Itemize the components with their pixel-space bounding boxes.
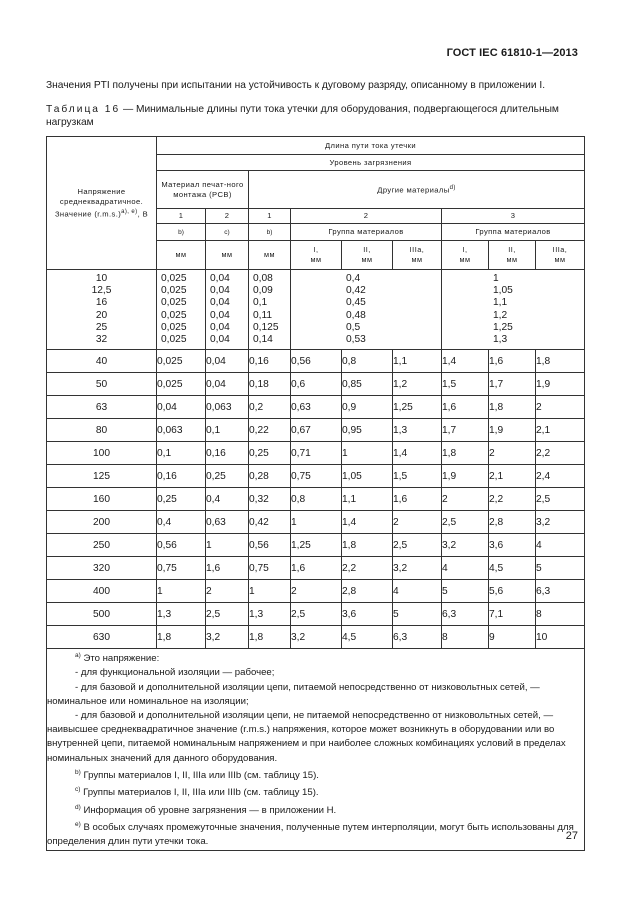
value-cell: 5 (442, 580, 489, 603)
value-cell: 0,18 (249, 373, 291, 396)
stack-value: 0,025 (161, 309, 187, 321)
voltage-cell: 400 (47, 580, 157, 603)
value-cell: 3,6 (489, 534, 536, 557)
value-cell: 1,9 (489, 419, 536, 442)
value-cell: 5 (393, 603, 442, 626)
value-cell: 2,8 (342, 580, 393, 603)
stack-value: 0,14 (253, 333, 273, 345)
value-cell: 4 (393, 580, 442, 603)
value-cell: 1,3 (249, 603, 291, 626)
stack-value: 0,09 (253, 285, 273, 297)
group-unit-cell: II, мм (342, 241, 393, 270)
value-cell: 1,6 (206, 557, 249, 580)
value-cell: 0,25 (157, 488, 206, 511)
table-caption (46, 103, 586, 129)
value-cell: 1 (157, 580, 206, 603)
value-cell: 1,6 (393, 488, 442, 511)
voltage-header-line3: Значение $(r.m.s.)^{a), e)}$, В (54, 208, 149, 219)
stack-value: 0,04 (210, 309, 230, 321)
stack-value: 0,42 (346, 285, 366, 297)
degree-cell: 2 (291, 209, 442, 224)
value-cell: 2 (442, 488, 489, 511)
creepage-table (46, 136, 585, 851)
value-cell: 0,4 (157, 511, 206, 534)
value-cell: 1,8 (489, 396, 536, 419)
stack-value: 0,125 (253, 321, 279, 333)
stack-value: 0,025 (161, 297, 187, 309)
value-cell: 1,25 (393, 396, 442, 419)
stack-value: 1,2 (493, 309, 508, 321)
stack-value: 0,04 (210, 285, 230, 297)
voltage-cell: 200 (47, 511, 157, 534)
value-cell: 0,1 (206, 419, 249, 442)
footnote-a-item: - для функциональной изоляции — рабочее; (75, 667, 275, 679)
voltage-cell: 630 (47, 626, 157, 649)
value-cell: 1,6 (489, 350, 536, 373)
value-cell: 2 (393, 511, 442, 534)
value-cell: 1,1 (342, 488, 393, 511)
value-cell: 0,16 (249, 350, 291, 373)
table-row (47, 511, 585, 534)
table-row (47, 419, 585, 442)
value-cell: 0,56 (291, 350, 342, 373)
stack-value: 0,04 (210, 321, 230, 333)
value-cell: 1,5 (393, 465, 442, 488)
value-cell: 1,05 (342, 465, 393, 488)
footnote-c: $^{c)}$ Группы материалов I, II, IIIa или IIIb (см. таблицу 15). (75, 786, 319, 799)
value-cell: 2,1 (536, 419, 585, 442)
value-cell: 0,56 (249, 534, 291, 557)
stack-value: 0,025 (161, 272, 187, 284)
value-cell: 2,2 (536, 442, 585, 465)
voltage-cell: 320 (47, 557, 157, 580)
footnote-e: $^{e)}$ В особых случаях промежуточные значения, полученные путем интерполяции, могут быть использованы для определения длин пути утечки тока. (47, 820, 574, 848)
value-cell: 0,16 (157, 465, 206, 488)
voltage-header (47, 137, 157, 270)
stack-value: 0,53 (346, 333, 366, 345)
table-row (47, 373, 585, 396)
group-unit-cell: I, мм (442, 241, 489, 270)
note-ref: b) (249, 224, 291, 241)
value-cell: 1,8 (342, 534, 393, 557)
degree-cell: 1 (157, 209, 206, 224)
value-cell: 9 (489, 626, 536, 649)
value-cell: 3,2 (393, 557, 442, 580)
value-cell: 0,63 (206, 511, 249, 534)
footnote-b: $^{b)}$ Группы материалов I, II, IIIa или IIIb (см. таблицу 15). (75, 768, 319, 781)
stack-value: 0,025 (161, 321, 187, 333)
table-row (47, 488, 585, 511)
table-row (47, 626, 585, 649)
value-stack (291, 270, 442, 350)
value-cell: 5 (536, 557, 585, 580)
footnote-a-item: - для базовой и дополнительной изоляции цепи, не питаемой непосредственно от низковольтных сетей, — наивысшее среднеквадратичное значение (r.m.s.) напряжения, которое может возникнуть в оборудовании или во внутренней цепи, питаемой номинальным напряжением и при наиболее сложных комбинациях условий в пределах номинальных значений для данного оборудования. (47, 710, 566, 764)
value-cell: 10 (536, 626, 585, 649)
stack-value: 0,025 (161, 333, 187, 345)
stack-value: 0,025 (161, 285, 187, 297)
value-cell: 4,5 (489, 557, 536, 580)
voltage-cell: 80 (47, 419, 157, 442)
value-cell: 3,2 (536, 511, 585, 534)
value-cell: 0,67 (291, 419, 342, 442)
table-row (47, 442, 585, 465)
degree-cell: 3 (442, 209, 585, 224)
stack-value: 0,04 (210, 333, 230, 345)
value-cell: 2,1 (489, 465, 536, 488)
degree-cell: 1 (249, 209, 291, 224)
stack-value: 0,1 (253, 297, 268, 309)
voltage-cell: 250 (47, 534, 157, 557)
value-cell: 1 (249, 580, 291, 603)
unit-cell: мм (249, 241, 291, 270)
stack-value: 0,04 (210, 272, 230, 284)
value-cell: 0,025 (157, 350, 206, 373)
value-cell: 0,04 (206, 373, 249, 396)
value-cell: 8 (442, 626, 489, 649)
value-cell: 2 (291, 580, 342, 603)
value-cell: 1 (206, 534, 249, 557)
value-cell: 0,75 (157, 557, 206, 580)
value-cell: 0,2 (249, 396, 291, 419)
value-cell: 5,6 (489, 580, 536, 603)
voltage-cell: 50 (47, 373, 157, 396)
value-cell: 1,5 (442, 373, 489, 396)
stack-value: 0,4 (346, 272, 361, 284)
table-row (47, 580, 585, 603)
value-cell: 0,75 (249, 557, 291, 580)
value-cell: 0,9 (342, 396, 393, 419)
table-caption-label: Таблица 16 (46, 104, 121, 115)
stack-value: 32 (95, 333, 108, 345)
note-ref: c) (206, 224, 249, 241)
value-cell: 4 (536, 534, 585, 557)
value-cell: 1,9 (442, 465, 489, 488)
value-cell: 0,63 (291, 396, 342, 419)
value-cell: 0,32 (249, 488, 291, 511)
value-cell: 2,2 (489, 488, 536, 511)
value-stack (442, 270, 585, 350)
value-cell: 3,2 (291, 626, 342, 649)
value-cell: 0,04 (157, 396, 206, 419)
value-cell: 3,6 (342, 603, 393, 626)
other-materials-header: Другие материалы$^{d)}$ (249, 171, 585, 209)
value-stack (157, 270, 206, 350)
value-cell: 1,2 (393, 373, 442, 396)
value-cell: 0,04 (206, 350, 249, 373)
voltage-cell: 160 (47, 488, 157, 511)
value-stack (206, 270, 249, 350)
value-cell: 2 (206, 580, 249, 603)
value-cell: 4 (442, 557, 489, 580)
value-cell: 0,95 (342, 419, 393, 442)
value-cell: 1,8 (249, 626, 291, 649)
value-cell: 0,75 (291, 465, 342, 488)
value-cell: 1,4 (393, 442, 442, 465)
value-cell: 0,16 (206, 442, 249, 465)
value-cell: 2,5 (536, 488, 585, 511)
value-cell: 0,063 (206, 396, 249, 419)
value-cell: 1,25 (291, 534, 342, 557)
group-unit-cell: I, мм (291, 241, 342, 270)
value-cell: 1,6 (442, 396, 489, 419)
stack-value: 0,48 (346, 309, 366, 321)
stack-value: 0,08 (253, 272, 273, 284)
value-cell: 6,3 (393, 626, 442, 649)
value-cell: 1,4 (442, 350, 489, 373)
degree-cell: 2 (206, 209, 249, 224)
value-cell: 0,1 (157, 442, 206, 465)
value-cell: 1,7 (442, 419, 489, 442)
stack-value: 0,04 (210, 297, 230, 309)
unit-cell: мм (157, 241, 206, 270)
value-cell: 2,5 (206, 603, 249, 626)
voltage-header-line2: среднеквадратичное. (59, 196, 144, 206)
value-cell: 1,7 (489, 373, 536, 396)
value-cell: 1,9 (536, 373, 585, 396)
table-row (47, 557, 585, 580)
value-cell: 1,6 (291, 557, 342, 580)
value-cell: 0,6 (291, 373, 342, 396)
group-unit-cell: II, мм (489, 241, 536, 270)
stack-value: 10 (95, 272, 108, 284)
value-cell: 1,4 (342, 511, 393, 534)
value-cell: 0,4 (206, 488, 249, 511)
value-cell: 0,28 (249, 465, 291, 488)
material-group-header: Группа материалов (291, 224, 442, 241)
value-cell: 2 (489, 442, 536, 465)
value-cell: 2,4 (536, 465, 585, 488)
voltage-header-line1: Напряжение (77, 186, 126, 196)
voltage-cell: 100 (47, 442, 157, 465)
group-unit-cell: IIIa, мм (393, 241, 442, 270)
stack-value: 0,5 (346, 321, 361, 333)
value-cell: 0,8 (291, 488, 342, 511)
stack-value: 25 (95, 321, 108, 333)
value-cell: 2,5 (393, 534, 442, 557)
value-cell: 3,2 (442, 534, 489, 557)
stack-value: 1,1 (493, 297, 508, 309)
value-cell: 1,1 (393, 350, 442, 373)
value-cell: 2 (536, 396, 585, 419)
voltage-stack (47, 270, 157, 350)
table-row (47, 396, 585, 419)
value-cell: 0,22 (249, 419, 291, 442)
footnote-d: $^{d)}$ Информация об уровне загрязнения — в приложении H. (75, 803, 337, 816)
stack-value: 20 (95, 309, 108, 321)
value-cell: 8 (536, 603, 585, 626)
pcb-material-header: Материал печат-ного монтажа (PCB) (157, 171, 249, 209)
table-caption-text: — Минимальные длины пути тока утечки для оборудования, подвергающегося длительным нагрузкам (46, 104, 559, 128)
stack-value: 16 (95, 297, 108, 309)
value-cell: 0,85 (342, 373, 393, 396)
value-cell: 0,71 (291, 442, 342, 465)
stack-value: 1,25 (493, 321, 513, 333)
value-cell: 1,8 (442, 442, 489, 465)
value-cell: 0,56 (157, 534, 206, 557)
value-cell: 6,3 (536, 580, 585, 603)
stack-value: 1,05 (493, 285, 513, 297)
stack-value: 12,5 (91, 285, 112, 297)
table-row (47, 534, 585, 557)
value-cell: 1,8 (536, 350, 585, 373)
table-row (47, 465, 585, 488)
value-cell: 2,5 (442, 511, 489, 534)
material-group-header: Группа материалов (442, 224, 585, 241)
value-cell: 0,063 (157, 419, 206, 442)
stack-value: 1,3 (493, 333, 508, 345)
value-cell: 6,3 (442, 603, 489, 626)
voltage-cell: 63 (47, 396, 157, 419)
pollution-degree-header: Уровень загрязнения (157, 155, 585, 171)
table-row (47, 603, 585, 626)
value-cell: 0,25 (206, 465, 249, 488)
value-cell: 1,8 (157, 626, 206, 649)
unit-cell: мм (206, 241, 249, 270)
intro-paragraph: Значения PTI получены при испытании на устойчивость к дуговому разряду, описанному в приложении I. (46, 80, 546, 91)
value-cell: 1,3 (393, 419, 442, 442)
stack-value: 0,11 (253, 309, 273, 321)
page-number: 27 (565, 830, 578, 842)
value-cell: 2,2 (342, 557, 393, 580)
value-cell: 3,2 (206, 626, 249, 649)
voltage-cell: 500 (47, 603, 157, 626)
group-unit-cell: IIIa, мм (536, 241, 585, 270)
value-cell: 4,5 (342, 626, 393, 649)
value-cell: 1,3 (157, 603, 206, 626)
value-cell: 1 (342, 442, 393, 465)
footnote-a: $^{a)}$ Это напряжение: (75, 652, 160, 665)
note-ref: b) (157, 224, 206, 241)
stack-value: 0,45 (346, 297, 366, 309)
footnote-a-item: - для базовой и дополнительной изоляции цепи, питаемой непосредственно от низковольтных сетей, — номинальное или номинальное на изоляции; (47, 681, 540, 707)
stack-value: 1 (493, 272, 499, 284)
value-cell: 2,5 (291, 603, 342, 626)
document-header: ГОСТ IEC 61810-1—2013 (446, 47, 578, 59)
value-cell: 0,025 (157, 373, 206, 396)
table-footnotes (47, 649, 585, 851)
voltage-cell: 125 (47, 465, 157, 488)
value-cell: 1 (291, 511, 342, 534)
voltage-cell: 40 (47, 350, 157, 373)
value-cell: 7,1 (489, 603, 536, 626)
value-cell: 2,8 (489, 511, 536, 534)
creepage-header: Длина пути тока утечки (157, 137, 585, 155)
table-row (47, 350, 585, 373)
value-stack (249, 270, 291, 350)
value-cell: 0,25 (249, 442, 291, 465)
value-cell: 0,42 (249, 511, 291, 534)
value-cell: 0,8 (342, 350, 393, 373)
